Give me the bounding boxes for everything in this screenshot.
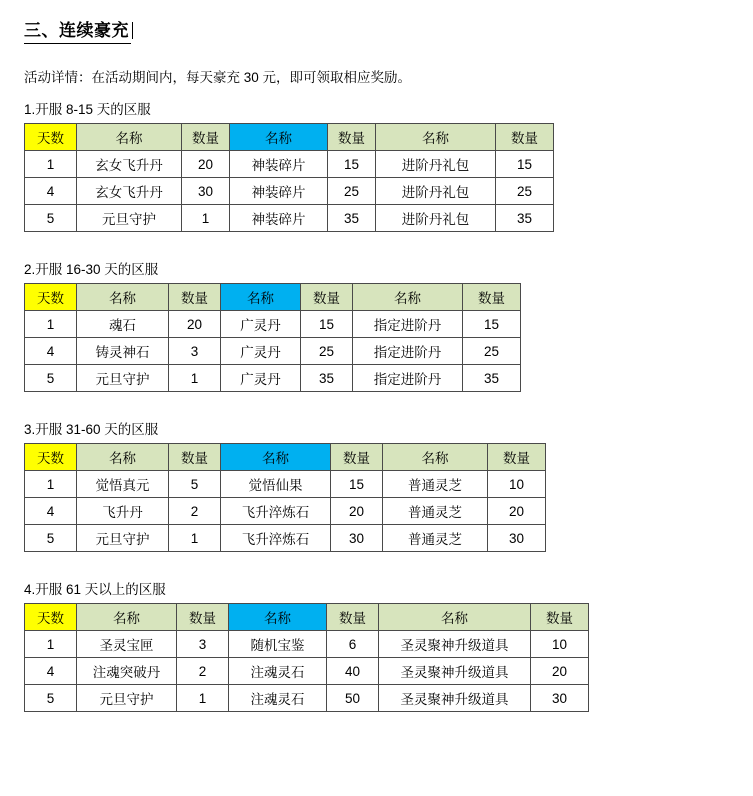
table-row <box>25 685 589 712</box>
table-cell: 3 <box>177 631 229 658</box>
table-cell: 飞升丹 <box>77 498 169 525</box>
column-header: 天数 <box>25 284 77 311</box>
table-cell: 25 <box>328 178 376 205</box>
table-cell: 1 <box>169 525 221 552</box>
page-title-wrap <box>24 10 753 44</box>
day-cell: 5 <box>25 525 77 552</box>
text-cursor <box>132 22 133 39</box>
table-cell: 30 <box>182 178 230 205</box>
reward-table <box>24 283 521 392</box>
table-cell: 20 <box>182 151 230 178</box>
column-header: 名称 <box>77 284 169 311</box>
column-header: 名称 <box>221 444 331 471</box>
column-header: 名称 <box>77 444 169 471</box>
table-row <box>25 151 554 178</box>
table-row <box>25 338 521 365</box>
table-row <box>25 178 554 205</box>
table-cell: 25 <box>301 338 353 365</box>
reward-sections <box>24 98 753 712</box>
table-cell: 30 <box>488 525 546 552</box>
table-cell: 1 <box>177 685 229 712</box>
table-cell: 20 <box>169 311 221 338</box>
table-header-row <box>25 284 521 311</box>
table-cell: 指定进阶丹 <box>353 311 463 338</box>
table-cell: 圣灵聚神升级道具 <box>379 631 531 658</box>
table-cell: 35 <box>496 205 554 232</box>
column-header: 名称 <box>379 604 531 631</box>
table-cell: 元旦守护 <box>77 205 182 232</box>
table-cell: 广灵丹 <box>221 311 301 338</box>
column-header: 数量 <box>169 284 221 311</box>
day-cell: 1 <box>25 311 77 338</box>
table-cell: 20 <box>488 498 546 525</box>
table-cell: 35 <box>463 365 521 392</box>
page-title: 三、连续豪充 <box>24 16 131 44</box>
table-cell: 玄女飞升丹 <box>77 151 182 178</box>
table-cell: 2 <box>169 498 221 525</box>
column-header: 名称 <box>383 444 488 471</box>
table-cell: 神装碎片 <box>230 205 328 232</box>
table-row <box>25 525 546 552</box>
reward-table <box>24 443 546 552</box>
column-header: 名称 <box>353 284 463 311</box>
table-cell: 神装碎片 <box>230 178 328 205</box>
day-cell: 1 <box>25 151 77 178</box>
table-cell: 注魂突破丹 <box>77 658 177 685</box>
table-cell: 普通灵芝 <box>383 498 488 525</box>
table-cell: 进阶丹礼包 <box>376 178 496 205</box>
table-cell: 20 <box>531 658 589 685</box>
table-cell: 15 <box>331 471 383 498</box>
day-cell: 5 <box>25 365 77 392</box>
table-cell: 指定进阶丹 <box>353 338 463 365</box>
table-cell: 注魂灵石 <box>229 685 327 712</box>
section-label: 4.开服 61 天以上的区服 <box>24 582 166 597</box>
day-cell: 1 <box>25 471 77 498</box>
section-label: 2.开服 16-30 天的区服 <box>24 262 159 277</box>
column-header: 名称 <box>376 124 496 151</box>
table-cell: 35 <box>301 365 353 392</box>
table-cell: 25 <box>463 338 521 365</box>
table-header-row <box>25 444 546 471</box>
column-header: 数量 <box>331 444 383 471</box>
table-header-row <box>25 604 589 631</box>
table-cell: 30 <box>331 525 383 552</box>
day-cell: 4 <box>25 338 77 365</box>
table-cell: 1 <box>182 205 230 232</box>
column-header: 名称 <box>77 124 182 151</box>
table-cell: 神装碎片 <box>230 151 328 178</box>
reward-table <box>24 123 554 232</box>
day-cell: 4 <box>25 498 77 525</box>
table-cell: 15 <box>301 311 353 338</box>
section-label: 3.开服 31-60 天的区服 <box>24 422 159 437</box>
column-header: 数量 <box>182 124 230 151</box>
reward-section <box>24 258 753 392</box>
table-cell: 15 <box>496 151 554 178</box>
table-cell: 10 <box>531 631 589 658</box>
column-header: 数量 <box>463 284 521 311</box>
table-row <box>25 658 589 685</box>
table-cell: 15 <box>328 151 376 178</box>
day-cell: 5 <box>25 205 77 232</box>
table-cell: 1 <box>169 365 221 392</box>
column-header: 天数 <box>25 444 77 471</box>
reward-section <box>24 98 753 232</box>
table-row <box>25 631 589 658</box>
table-cell: 铸灵神石 <box>77 338 169 365</box>
table-cell: 10 <box>488 471 546 498</box>
table-cell: 随机宝鉴 <box>229 631 327 658</box>
table-cell: 觉悟仙果 <box>221 471 331 498</box>
table-cell: 觉悟真元 <box>77 471 169 498</box>
table-cell: 魂石 <box>77 311 169 338</box>
table-cell: 注魂灵石 <box>229 658 327 685</box>
column-header: 天数 <box>25 124 77 151</box>
column-header: 数量 <box>177 604 229 631</box>
table-cell: 15 <box>463 311 521 338</box>
table-cell: 50 <box>327 685 379 712</box>
day-cell: 4 <box>25 178 77 205</box>
table-row <box>25 471 546 498</box>
table-cell: 普通灵芝 <box>383 525 488 552</box>
section-label: 1.开服 8-15 天的区服 <box>24 102 151 117</box>
column-header: 数量 <box>488 444 546 471</box>
column-header: 数量 <box>327 604 379 631</box>
table-cell: 圣灵聚神升级道具 <box>379 685 531 712</box>
table-row <box>25 205 554 232</box>
column-header: 名称 <box>77 604 177 631</box>
day-cell: 4 <box>25 658 77 685</box>
table-row <box>25 498 546 525</box>
table-cell: 30 <box>531 685 589 712</box>
table-header-row <box>25 124 554 151</box>
column-header: 数量 <box>496 124 554 151</box>
table-cell: 飞升淬炼石 <box>221 525 331 552</box>
table-cell: 飞升淬炼石 <box>221 498 331 525</box>
column-header: 数量 <box>301 284 353 311</box>
table-cell: 5 <box>169 471 221 498</box>
day-cell: 1 <box>25 631 77 658</box>
table-row <box>25 365 521 392</box>
table-cell: 元旦守护 <box>77 685 177 712</box>
table-cell: 圣灵宝匣 <box>77 631 177 658</box>
table-cell: 玄女飞升丹 <box>77 178 182 205</box>
column-header: 名称 <box>229 604 327 631</box>
table-cell: 40 <box>327 658 379 685</box>
table-cell: 25 <box>496 178 554 205</box>
table-cell: 进阶丹礼包 <box>376 151 496 178</box>
column-header: 天数 <box>25 604 77 631</box>
table-cell: 20 <box>331 498 383 525</box>
table-row <box>25 311 521 338</box>
column-header: 数量 <box>531 604 589 631</box>
table-cell: 元旦守护 <box>77 365 169 392</box>
table-cell: 普通灵芝 <box>383 471 488 498</box>
column-header: 数量 <box>328 124 376 151</box>
table-cell: 广灵丹 <box>221 338 301 365</box>
table-cell: 指定进阶丹 <box>353 365 463 392</box>
reward-section <box>24 578 753 712</box>
table-cell: 6 <box>327 631 379 658</box>
table-cell: 3 <box>169 338 221 365</box>
column-header: 名称 <box>221 284 301 311</box>
table-cell: 进阶丹礼包 <box>376 205 496 232</box>
reward-table <box>24 603 589 712</box>
table-cell: 35 <box>328 205 376 232</box>
activity-intro: 活动详情：在活动期间内，每天豪充 30 元，即可领取相应奖励。 <box>24 70 412 85</box>
reward-section <box>24 418 753 552</box>
table-cell: 广灵丹 <box>221 365 301 392</box>
column-header: 数量 <box>169 444 221 471</box>
table-cell: 元旦守护 <box>77 525 169 552</box>
table-cell: 2 <box>177 658 229 685</box>
table-cell: 圣灵聚神升级道具 <box>379 658 531 685</box>
column-header: 名称 <box>230 124 328 151</box>
day-cell: 5 <box>25 685 77 712</box>
